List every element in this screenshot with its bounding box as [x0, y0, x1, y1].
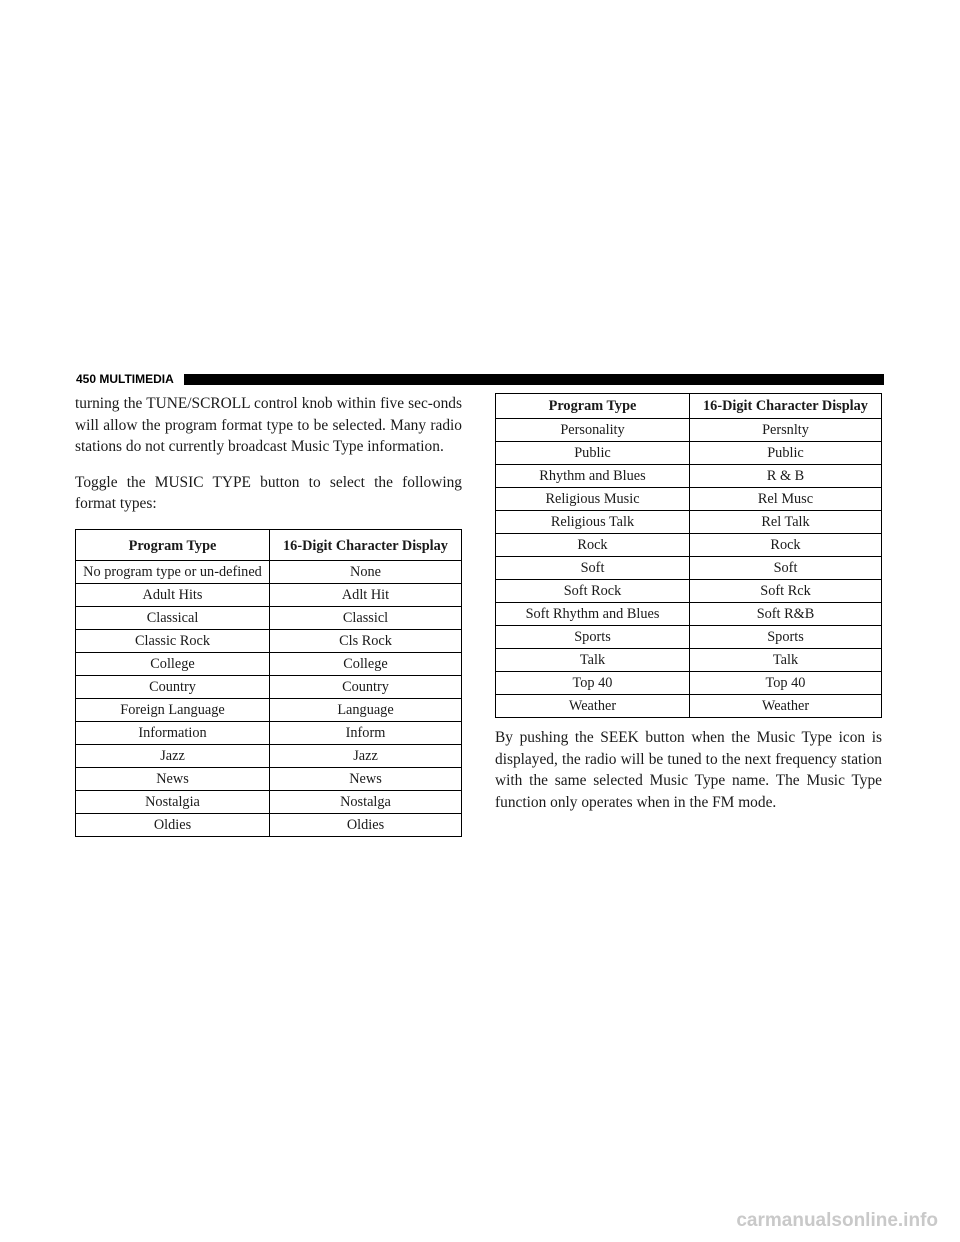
- program-type-cell: Jazz: [76, 744, 270, 767]
- program-type-cell: Personality: [496, 419, 690, 442]
- display-cell: Rel Musc: [690, 488, 882, 511]
- table-row: [76, 698, 462, 721]
- table-row: [76, 583, 462, 606]
- table-row: [496, 672, 882, 695]
- section-title: MULTIMEDIA: [99, 372, 174, 386]
- display-cell: Classicl: [270, 606, 462, 629]
- table-row: [76, 744, 462, 767]
- program-type-cell: Country: [76, 675, 270, 698]
- program-type-cell: News: [76, 767, 270, 790]
- table-row: [496, 626, 882, 649]
- table-row: [496, 442, 882, 465]
- page-header: [76, 372, 884, 386]
- display-cell: Persnlty: [690, 419, 882, 442]
- page-header-label: [76, 372, 174, 386]
- display-cell: Language: [270, 698, 462, 721]
- display-cell: News: [270, 767, 462, 790]
- program-type-cell: Sports: [496, 626, 690, 649]
- left-column: [75, 393, 462, 837]
- table-row: [496, 603, 882, 626]
- display-cell: R & B: [690, 465, 882, 488]
- table-row: [76, 767, 462, 790]
- program-type-cell: Foreign Language: [76, 698, 270, 721]
- display-cell: Soft: [690, 557, 882, 580]
- table-header-row: [496, 394, 882, 419]
- table-row: [496, 465, 882, 488]
- program-type-cell: Soft: [496, 557, 690, 580]
- table-row: [76, 721, 462, 744]
- display-cell: Top 40: [690, 672, 882, 695]
- display-cell: Soft R&B: [690, 603, 882, 626]
- program-type-cell: Weather: [496, 695, 690, 718]
- program-type-cell: Adult Hits: [76, 583, 270, 606]
- header-program-type: Program Type: [496, 394, 690, 419]
- program-type-cell: College: [76, 652, 270, 675]
- table-row: [496, 695, 882, 718]
- program-type-cell: Soft Rock: [496, 580, 690, 603]
- table-row: [496, 580, 882, 603]
- display-cell: Nostalga: [270, 790, 462, 813]
- header-rule: [184, 374, 884, 385]
- table-row: [496, 557, 882, 580]
- seek-paragraph: By pushing the SEEK button when the Music Type icon is displayed, the radio will be tuned to the next frequency station with the same selected Music Type name. The Music Type function only operates when in the FM mode.: [495, 729, 882, 811]
- display-cell: Inform: [270, 721, 462, 744]
- table-row: [76, 560, 462, 583]
- display-cell: Country: [270, 675, 462, 698]
- display-cell: Public: [690, 442, 882, 465]
- program-type-cell: Top 40: [496, 672, 690, 695]
- program-type-cell: Oldies: [76, 813, 270, 836]
- program-type-cell: Rock: [496, 534, 690, 557]
- table-header-row: [76, 529, 462, 560]
- table-row: [496, 534, 882, 557]
- table-row: [76, 606, 462, 629]
- watermark: carmanualsonline.info: [736, 1210, 938, 1231]
- instruction-paragraph: Toggle the MUSIC TYPE button to select the following format types:: [75, 473, 462, 512]
- display-cell: Sports: [690, 626, 882, 649]
- display-cell: Weather: [690, 695, 882, 718]
- table-row: [76, 813, 462, 836]
- page-number: 450: [76, 372, 97, 386]
- program-type-cell: Religious Music: [496, 488, 690, 511]
- intro-paragraph: turning the TUNE/SCROLL control knob within five sec-onds will allow the program format type to be selected. Many radio stations do not currently broadcast Music Type information.: [75, 395, 462, 455]
- display-cell: Adlt Hit: [270, 583, 462, 606]
- display-cell: College: [270, 652, 462, 675]
- program-type-cell: Religious Talk: [496, 511, 690, 534]
- table-row: [496, 488, 882, 511]
- header-display: 16-Digit Character Display: [690, 394, 882, 419]
- program-type-cell: No program type or un-defined: [76, 560, 270, 583]
- display-cell: Soft Rck: [690, 580, 882, 603]
- display-cell: Rock: [690, 534, 882, 557]
- program-type-cell: Information: [76, 721, 270, 744]
- table-row: [76, 790, 462, 813]
- program-type-cell: Rhythm and Blues: [496, 465, 690, 488]
- right-column: [495, 393, 882, 827]
- table-row: [496, 649, 882, 672]
- header-display: 16-Digit Character Display: [270, 529, 462, 560]
- program-type-cell: Talk: [496, 649, 690, 672]
- table-row: [496, 511, 882, 534]
- program-type-cell: Public: [496, 442, 690, 465]
- display-cell: Cls Rock: [270, 629, 462, 652]
- display-cell: Talk: [690, 649, 882, 672]
- table-row: [76, 652, 462, 675]
- program-type-cell: Classic Rock: [76, 629, 270, 652]
- table-row: [76, 675, 462, 698]
- display-cell: Oldies: [270, 813, 462, 836]
- header-program-type: Program Type: [76, 529, 270, 560]
- display-cell: Rel Talk: [690, 511, 882, 534]
- program-type-cell: Nostalgia: [76, 790, 270, 813]
- table-row: [496, 419, 882, 442]
- table-row: [76, 629, 462, 652]
- program-type-table-2: [495, 393, 882, 718]
- display-cell: Jazz: [270, 744, 462, 767]
- display-cell: None: [270, 560, 462, 583]
- program-type-table-1: [75, 529, 462, 837]
- program-type-cell: Classical: [76, 606, 270, 629]
- program-type-cell: Soft Rhythm and Blues: [496, 603, 690, 626]
